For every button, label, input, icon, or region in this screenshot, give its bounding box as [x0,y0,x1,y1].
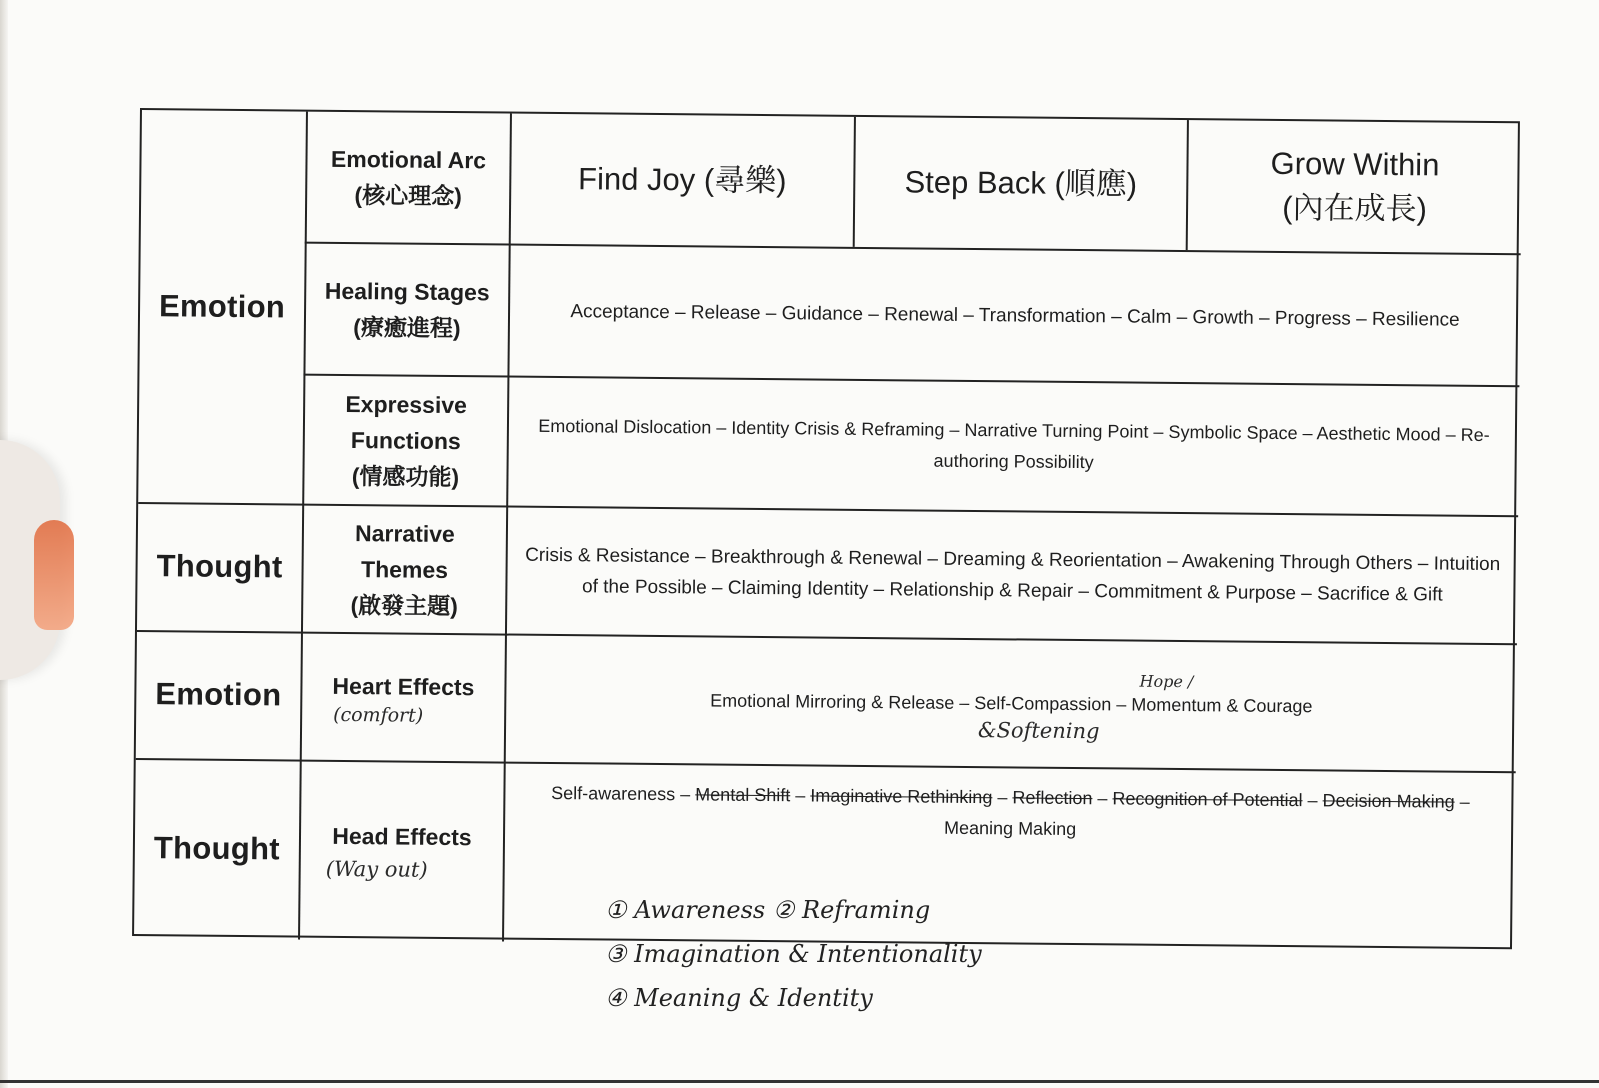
column-grow-within-en: Grow Within [1270,145,1440,183]
healing-stages-text: Acceptance – Release – Guidance – Renewal – Transformation – Calm – Growth – Progress – Resilience [570,300,1460,331]
expressive-functions-text: Emotional Dislocation – Identity Crisis & Reframing – Narrative Turning Point – Symbolic Space – Aesthetic Mood – Re-authoring Possibility [538,415,1490,473]
column-grow-within [1188,120,1522,253]
head-effects-struck-item: Mental Shift [695,784,791,806]
note-line-1: ① Awareness ② Reframing [605,896,931,924]
label-narrative-line2: Themes [360,556,449,583]
label-emotional-arc-en: Emotional Arc [330,145,487,174]
column-find-joy [511,114,854,247]
label-heart-effects [302,634,505,762]
head-effects-first: Self-awareness [551,782,676,805]
label-narrative-themes [303,506,506,634]
heart-effects-content [506,636,1517,772]
label-healing-stages [305,244,508,376]
group-emotion-top [138,110,306,504]
heart-effects-text-before: Emotional Mirroring & Release – Self-Compassion – [710,690,1132,715]
head-effects-handwritten-label: (Way out) [325,856,428,882]
separator: – [790,785,811,806]
note-line-2: ③ Imagination & Intentionality [605,940,982,968]
heart-effects-line [710,671,1313,743]
head-effects-last: Meaning Making [943,817,1077,840]
separator: – [1092,788,1113,809]
label-healing-stages-zh: (療癒進程) [353,314,461,342]
handwritten-notes [605,888,982,1020]
expressive-functions-content [508,378,1519,516]
column-step-back-text: Step Back (順應) [904,164,1138,202]
label-head-effects-text: Head Effects [332,822,472,851]
healing-stages-content [509,246,1520,386]
paper-bottom-line [0,1080,1599,1083]
heart-effects-handwritten-label: (comfort) [333,703,424,727]
group-thought-2 [134,758,300,940]
label-emotional-arc-zh: (核心理念) [354,182,462,210]
column-find-joy-text: Find Joy (尋樂) [577,161,787,199]
label-expressive-zh: (情感功能) [351,463,460,491]
group-emotion-2 [136,630,301,760]
heart-effects-text-highlight: Momentum [1131,694,1222,715]
label-expressive-functions [304,376,507,506]
heart-effects-highlight-wrap [1131,671,1222,715]
head-effects-content [505,764,1516,894]
group-emotion-2-text: Emotion [155,676,282,713]
label-narrative-line1: Narrative [354,520,455,548]
heart-effects-text-after: & Courage [1221,694,1313,716]
label-expressive-line1: Expressive [345,390,468,419]
head-effects-struck-item: Imaginative Rethinking [810,785,993,808]
label-heart-effects-text: Heart Effects [332,672,475,701]
thumb-nail [34,520,74,630]
separator: – [675,784,696,805]
label-emotional-arc [307,112,510,244]
label-expressive-line2: Functions [350,427,461,455]
separator: – [1302,790,1323,811]
label-head-effects [300,762,504,942]
heart-effects-handwritten-below: &Softening [977,717,1100,743]
group-emotion-top-text: Emotion [158,288,286,325]
head-effects-struck-item: Decision Making [1322,790,1455,812]
head-effects-struck-item: Reflection [1012,787,1093,809]
head-effects-line [519,778,1502,849]
note-line-3: ④ Meaning & Identity [605,984,873,1012]
separator: – [992,787,1013,808]
arc-table [132,108,1520,949]
label-narrative-zh: (啟發主題) [350,592,459,620]
head-effects-struck-item: Recognition of Potential [1112,788,1303,811]
separator: – [1454,791,1470,812]
column-grow-within-zh: (內在成長) [1282,189,1428,227]
group-thought-1 [137,502,302,632]
narrative-themes-content [507,508,1518,644]
label-healing-stages-en: Healing Stages [324,277,490,306]
column-step-back [855,117,1187,250]
narrative-themes-text: Crisis & Resistance – Breakthrough & Renewal – Dreaming & Reorientation – Awakening Through Others – Intuition of the Possible – Claiming Identity – Relationship & Repair – Commitment & Purpose – Sacrifice & Gift [525,544,1501,606]
group-thought-2-text: Thought [153,830,281,867]
heart-effects-handwritten-above: Hope / [1139,671,1194,691]
group-thought-1-text: Thought [156,548,283,585]
